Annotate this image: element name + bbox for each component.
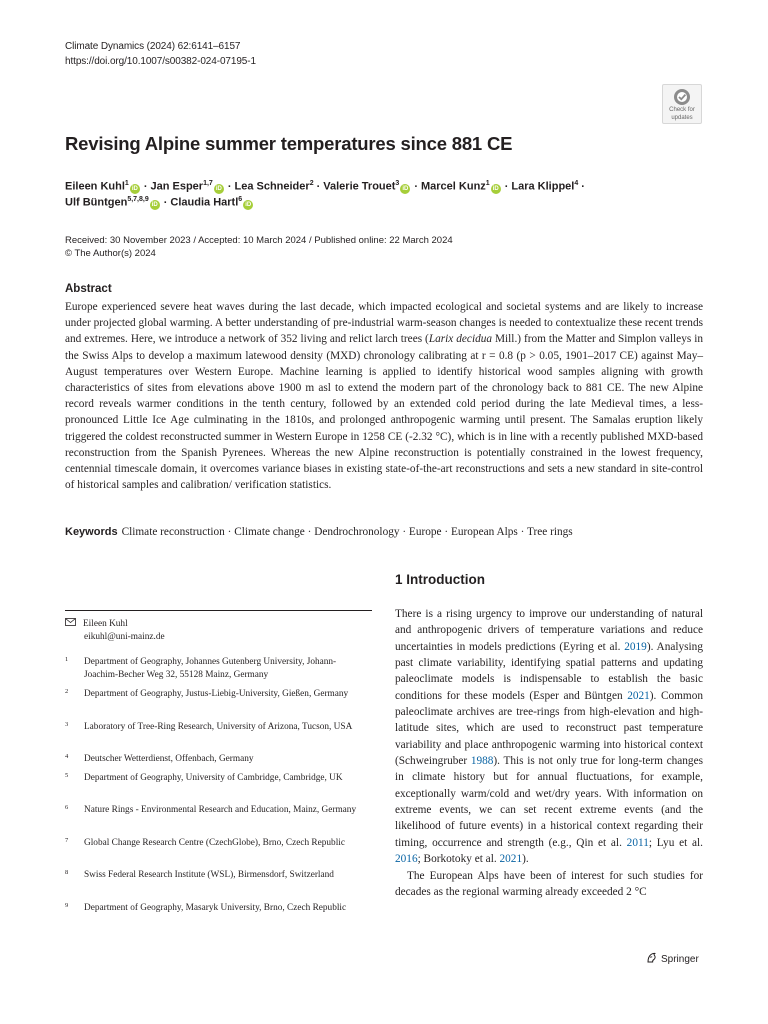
keywords-list: Climate reconstruction · Climate change · Dendrochronology · Europe · European Alps · Tree rings	[121, 526, 573, 538]
abstract-text-part: Europe experienced severe heat waves during the last decade, which impacted ecological and societal systems and are likely to increase under projected global warming. A better understanding of pre-industrial warm-season changes is needed to contextualize these recent trends and extremes. Here, we introduce a network of 352 living and relict larch trees (	[65, 301, 703, 346]
affiliation-text: Department of Geography, Johannes Gutenberg University, Johann-Joachim-Becher Weg 32, 55128 Mainz, Germany	[84, 657, 337, 680]
separator-dot: ·	[143, 180, 148, 193]
author-name[interactable]: Jan Esper	[150, 180, 204, 193]
affiliation-text: Swiss Federal Research Institute (WSL), Birmensdorf, Switzerland	[84, 870, 334, 880]
author-name[interactable]: Ulf Büntgen	[65, 196, 128, 209]
check-for-updates-badge[interactable]	[662, 84, 702, 124]
citation-link[interactable]: 2016	[395, 853, 418, 866]
author-affiliation-number: 1	[124, 180, 129, 187]
species-name: Larix decidua	[428, 333, 493, 346]
abstract-heading: Abstract	[65, 283, 112, 295]
orcid-icon[interactable]: iD	[245, 201, 252, 208]
affiliation-number: 2	[65, 688, 69, 695]
author-affiliation-number: 1	[485, 180, 490, 187]
affiliation-item	[65, 804, 365, 817]
separator-dot: ·	[414, 180, 418, 193]
affiliation-item	[65, 772, 365, 785]
citation-link[interactable]: 2021	[499, 853, 523, 866]
affiliation-text: Department of Geography, University of Cambridge, Cambridge, UK	[84, 773, 343, 783]
author-affiliation-number: 3	[395, 180, 400, 187]
affiliation-number: 1	[65, 656, 69, 663]
separator-dot: ·	[163, 196, 168, 209]
author-list-line-2	[65, 196, 254, 210]
affiliation-number: 3	[65, 721, 69, 728]
affiliation-item	[65, 721, 365, 734]
orcid-icon[interactable]: iD	[402, 185, 409, 192]
affiliation-number: 4	[65, 753, 69, 760]
citation-link[interactable]: 2011	[626, 836, 649, 849]
corresponding-author	[65, 618, 165, 643]
affiliation-item	[65, 837, 365, 850]
affiliation-number: 7	[65, 837, 69, 844]
citation-link[interactable]: 1988	[470, 755, 494, 768]
envelope-icon	[65, 618, 77, 631]
publisher-name: Springer	[661, 954, 699, 965]
publisher-logo	[645, 951, 699, 965]
affiliation-text: Laboratory of Tree-Ring Research, University of Arizona, Tucson, USA	[84, 722, 353, 732]
citation-link[interactable]: 2021	[627, 689, 650, 702]
check-for-label: Check for	[669, 107, 695, 113]
intro-text-part: There is a rising urgency to improve our understanding of natural and anthropogenic drivers of temperature variations and reduce uncertainties in models predictions (Eyring et al.	[395, 608, 703, 653]
author-affiliation-number: 6	[238, 196, 243, 203]
section-heading-introduction: 1 Introduction	[395, 572, 485, 587]
updates-label: updates	[671, 114, 693, 121]
intro-text-part: ; Borkotoky et al.	[417, 853, 500, 866]
author-name[interactable]: Claudia Hartl	[170, 196, 239, 209]
abstract-text-part: Mill.) from the Matter and Simplon valleys in the Swiss Alps to develop a maximum latewood density (MXD) chronology calibrating at r = 0.8 (p > 0.05, 1901–2017 CE) against May–August temperatures over Western Europe. Machine learning is applied to identify historical wood samples aligning with growth characteristics of sites from elevations above 1900 m asl to extend the modern part of the chronology back to 881 CE. The new Alpine record reveals warmer conditions in the tenth century, followed by an extended cold period during the late Medieval times, a less-pronounced Little Ice Age culminating in the 1810s, and prolonged anthropogenic warming until present. The Samalas eruption likely triggered the coldest reconstructed summer in Western Europe in 1258 CE (-2.32 °C), which is in line with a recently published MXD-based reconstruction from the Spanish Pyrenees. Whereas the new Alpine reconstruction is potentially constrained in the lowest frequency, centennial timescale domain, it overcomes variance biases in existing state-of-the-art reconstructions and sets a new standard in site-control of historical samples and calibration/ verification statistics.	[65, 333, 703, 492]
orcid-icon[interactable]: iD	[151, 201, 158, 208]
keywords	[65, 526, 573, 538]
separator-dot: ·	[581, 180, 585, 193]
intro-text-part: ; Lyu et al.	[648, 836, 703, 849]
abstract-text	[65, 299, 703, 493]
separator-dot: ·	[316, 180, 321, 193]
intro-text-part: ). Analysing past climate variability, identifying spatial patterns and updating paleoclimate models is indispensable to establish the basic conditions for these models (Esper and Büntgen	[395, 640, 703, 702]
affiliation-number: 5	[65, 772, 69, 779]
affiliation-text: Department of Geography, Justus-Liebig-University, Gießen, Germany	[84, 689, 349, 699]
author-affiliation-number: 5,7,8,9	[127, 196, 149, 203]
intro-text-part: ). Common paleoclimate archives are tree-rings from high-elevation and high-latitude sites, which are used to reconstruct past temperature variability and place anthropogenic warming into historical context (Schweingruber	[395, 689, 703, 768]
affiliation-text: Department of Geography, Masaryk University, Brno, Czech Republic	[84, 903, 347, 913]
article-title: Revising Alpine summer temperatures since 881 CE	[65, 133, 513, 154]
citation-link[interactable]: 2019	[624, 640, 647, 653]
author-name[interactable]: Marcel Kunz	[421, 180, 486, 193]
intro-text-part: ).	[522, 853, 529, 866]
separator-dot: ·	[227, 180, 232, 193]
intro-text-part: ). This is not only true for long-term changes in climate history but for annual fluctuations, for example, exceptionally warm/cold and wet/dry years. With information on extreme events, we can set recent extreme events (and the likelihood of future events) in a historical context regarding their timing, occurrence and strength (e.g., Qin et al.	[395, 755, 703, 849]
separator-dot: ·	[504, 180, 509, 193]
affiliation-item	[65, 688, 365, 701]
author-affiliation-number: 2	[309, 180, 314, 187]
affiliation-number: 9	[65, 902, 69, 909]
orcid-icon[interactable]: iD	[215, 185, 222, 192]
corresponding-author-email[interactable]: eikuhl@uni-mainz.de	[84, 631, 165, 642]
affiliation-item	[65, 656, 365, 682]
copyright-notice: © The Author(s) 2024	[65, 248, 156, 259]
doi-link[interactable]: https://doi.org/10.1007/s00382-024-07195-1	[65, 56, 256, 67]
affiliation-text: Nature Rings - Environmental Research and Education, Mainz, Germany	[84, 805, 357, 815]
orcid-icon[interactable]: iD	[131, 185, 138, 192]
springer-horse-icon	[645, 951, 658, 964]
corresponding-author-name: Eileen Kuhl	[83, 619, 128, 629]
journal-citation: Climate Dynamics (2024) 62:6141–6157	[65, 41, 241, 52]
author-name[interactable]: Lea Schneider	[234, 180, 310, 193]
author-name[interactable]: Lara Klippel	[511, 180, 575, 193]
affiliation-text: Global Change Research Centre (CzechGlobe), Brno, Czech Republic	[84, 838, 345, 848]
intro-paragraph-2: The European Alps have been of interest for such studies for decades as the regional warming already exceeded 2 °C	[395, 869, 703, 898]
publication-dates: Received: 30 November 2023 / Accepted: 10 March 2024 / Published online: 22 March 2024	[65, 235, 453, 246]
orcid-icon[interactable]: iD	[492, 185, 499, 192]
footnote-divider	[65, 610, 372, 611]
author-name[interactable]: Valerie Trouet	[323, 180, 396, 193]
author-name[interactable]: Eileen Kuhl	[65, 180, 125, 193]
author-list-line-1	[65, 180, 588, 194]
check-updates-icon	[673, 88, 691, 106]
affiliation-item	[65, 869, 365, 882]
affiliation-number: 6	[65, 804, 69, 811]
affiliation-item	[65, 902, 365, 915]
keywords-label: Keywords	[65, 526, 118, 538]
affiliation-number: 8	[65, 869, 69, 876]
author-affiliation-number: 4	[574, 180, 579, 187]
author-affiliation-number: 1,7	[203, 180, 213, 187]
affiliation-text: Deutscher Wetterdienst, Offenbach, Germany	[84, 754, 254, 764]
affiliation-item	[65, 753, 365, 766]
introduction-text	[395, 606, 703, 900]
